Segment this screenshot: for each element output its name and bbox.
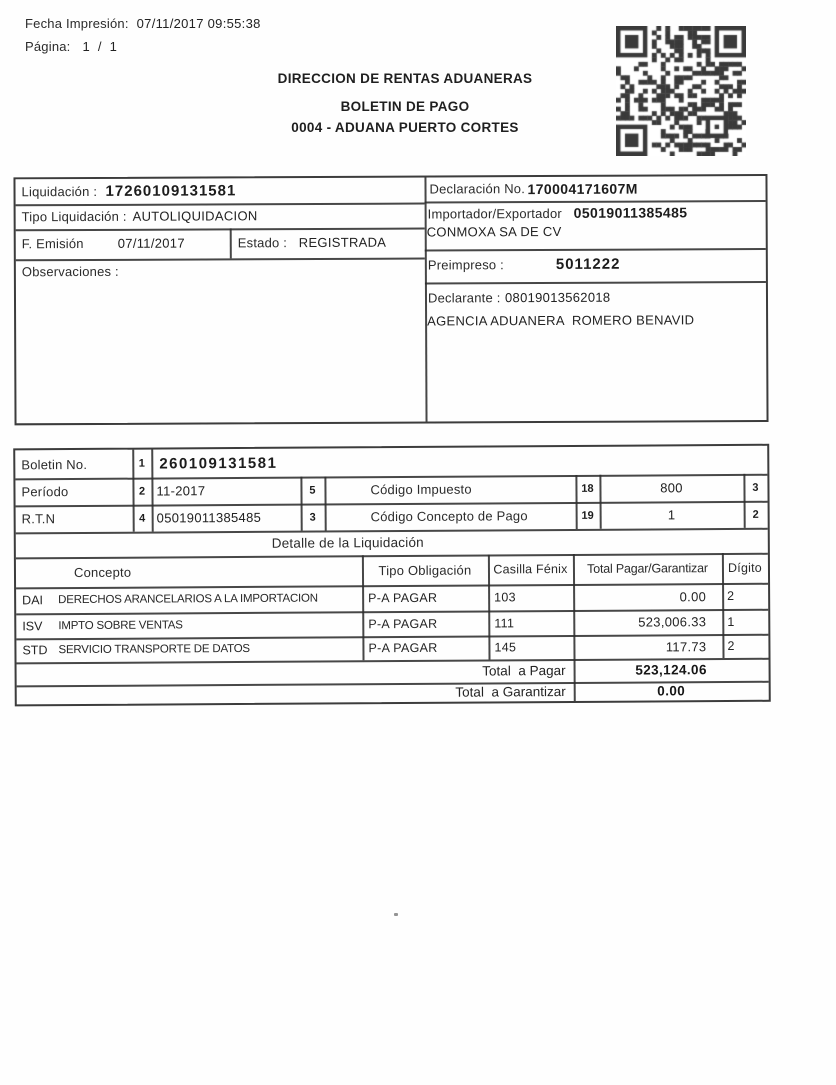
liquidacion-info-table [13, 174, 768, 425]
periodo-field-number: 2 [138, 485, 146, 498]
boletin-no-label: Boletin No. [21, 456, 88, 472]
row-isv-total: 523,006.33 [638, 614, 707, 630]
grid-line [425, 248, 766, 251]
observaciones-label: Observaciones : [21, 263, 119, 280]
row-isv-digito: 1 [727, 614, 735, 629]
periodo-value: 11-2017 [156, 483, 206, 499]
estado-value: REGISTRADA [298, 234, 387, 251]
row-dai-concepto: DERECHOS ARANCELARIOS A LA IMPORTACION [58, 592, 318, 607]
row-std-casilla: 145 [494, 640, 517, 655]
scan-speck [394, 913, 398, 916]
boletin-no-field-number: 1 [138, 457, 145, 470]
doc-title-aduana: 0004 - ADUANA PUERTO CORTES [291, 120, 519, 135]
declaracion-label: Declaración No. [429, 181, 526, 197]
declarante-nombre: AGENCIA ADUANERA ROMERO BENAVID [427, 312, 695, 329]
total-garantizar-value: 0.00 [657, 683, 686, 699]
estado-label: Estado : [237, 235, 288, 251]
row-std-total: 117.73 [665, 638, 707, 654]
declarante-id: 08019013562018 [504, 289, 611, 306]
print-date-value: 07/11/2017 09:55:38 [136, 16, 261, 31]
qr-code-icon [616, 26, 746, 156]
row-std-code: STD [22, 643, 48, 658]
row-std-digito: 2 [727, 638, 735, 654]
periodo-box-number: 5 [309, 484, 316, 497]
page-number-row [25, 39, 117, 54]
header-tipo-obligacion: Tipo Obligación [378, 562, 472, 578]
row-dai-code: DAI [22, 593, 44, 608]
header-total-pagar-garantizar: Total Pagar/Garantizar [587, 561, 708, 576]
tipo-liquidacion-label: Tipo Liquidación : [21, 208, 127, 225]
print-date-row [25, 16, 261, 31]
preimpreso-label: Preimpreso : [427, 257, 504, 273]
rtn-field-number: 4 [139, 512, 146, 525]
codigo-concepto-field-number: 19 [581, 509, 594, 522]
codigo-concepto-value: 1 [667, 507, 676, 523]
total-garantizar-label: Total a Garantizar [455, 684, 566, 700]
codigo-impuesto-digito: 3 [752, 481, 759, 494]
rtn-value: 05019011385485 [156, 509, 262, 526]
row-std-tipo: P-A PAGAR [368, 640, 438, 656]
header-casilla-fenix: Casilla Fénix [493, 562, 568, 577]
codigo-concepto-label: Código Concepto de Pago [370, 508, 528, 525]
importador-nombre: CONMOXA SA DE CV [426, 223, 562, 240]
grid-line [16, 203, 425, 207]
f-emision-label: F. Emisión [21, 236, 84, 252]
periodo-label: Período [21, 484, 69, 500]
importador-label: Importador/Exportador [427, 205, 562, 222]
row-isv-code: ISV [22, 618, 43, 633]
row-dai-tipo: P-A PAGAR [368, 590, 438, 606]
row-isv-tipo: P-A PAGAR [368, 616, 438, 631]
detalle-section-title: Detalle de la Liquidación [271, 534, 424, 551]
grid-line [16, 228, 425, 232]
total-pagar-label: Total a Pagar [482, 663, 566, 679]
declaracion-value: 170004171607M [527, 180, 638, 198]
rtn-box-number: 3 [309, 511, 316, 524]
total-pagar-value: 523,124.06 [635, 662, 707, 678]
row-isv-concepto: IMPTO SOBRE VENTAS [58, 618, 183, 632]
codigo-impuesto-field-number: 18 [581, 482, 594, 495]
rtn-label: R.T.N [21, 511, 56, 527]
row-isv-casilla: 111 [494, 615, 515, 630]
liquidacion-value: 17260109131581 [105, 182, 237, 200]
f-emision-value: 07/11/2017 [117, 235, 185, 251]
grid-line [230, 228, 232, 258]
preimpreso-value: 5011222 [555, 255, 621, 273]
row-dai-total: 0.00 [679, 588, 707, 604]
grid-line [16, 258, 425, 262]
grid-line [425, 200, 766, 203]
codigo-impuesto-label: Código Impuesto [370, 481, 472, 498]
tipo-liquidacion-value: AUTOLIQUIDACION [132, 208, 258, 224]
liquidacion-label: Liquidación : [21, 183, 98, 200]
doc-title-boletin: BOLETIN DE PAGO [340, 99, 470, 114]
header-concepto: Concepto [73, 564, 132, 580]
codigo-concepto-digito: 2 [752, 508, 759, 521]
header-digito: Dígito [727, 560, 762, 576]
print-date-label: Fecha Impresión: [25, 16, 129, 31]
importador-id: 05019011385485 [573, 204, 688, 221]
row-dai-casilla: 103 [494, 590, 516, 605]
page-number-value: 1 / 1 [82, 39, 118, 54]
declarante-label: Declarante : [427, 290, 501, 306]
boletin-detalle-table [13, 444, 771, 707]
boletin-no-value: 260109131581 [159, 454, 278, 472]
doc-title-direccion: DIRECCION DE RENTAS ADUANERAS [277, 71, 533, 86]
page-number-label: Página: [25, 39, 71, 54]
codigo-impuesto-value: 800 [660, 480, 683, 496]
grid-line [425, 281, 766, 284]
row-std-concepto: SERVICIO TRANSPORTE DE DATOS [58, 642, 250, 657]
row-dai-digito: 2 [727, 588, 735, 604]
